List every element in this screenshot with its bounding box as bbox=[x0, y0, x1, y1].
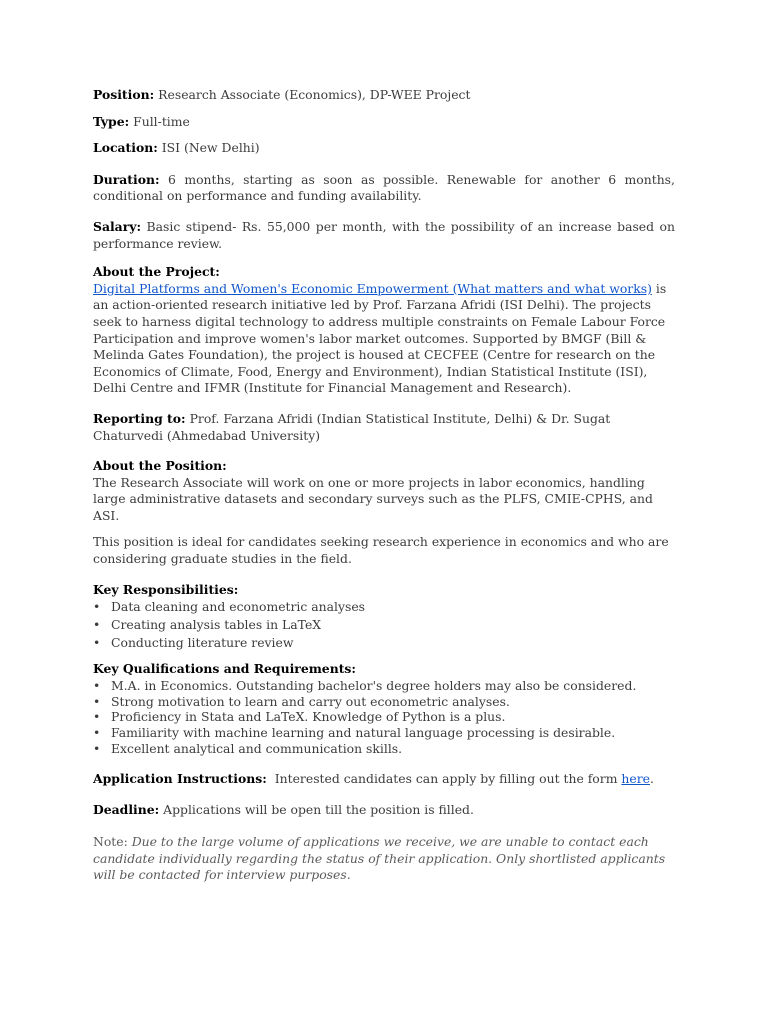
reporting-line bbox=[93, 411, 675, 444]
position-label: Position: bbox=[93, 87, 155, 102]
position-line bbox=[93, 87, 675, 104]
about-position-body2: This position is ideal for candidates seeking research experience in economics and who are considering graduate studies in the field. bbox=[93, 534, 669, 567]
list-item: • Data cleaning and econometric analyses bbox=[93, 598, 675, 616]
about-project-text: is an action-oriented research initiative led by Prof. Farzana Afridi (ISI Delhi). The projects seek to harness digital technology to address multiple constraints on Female Labour Force Participation and improve women's labor market outcomes. Supported by BMGF (Bill & Melinda Gates Foundation), the project is housed at CECFEE (Centre for research on the Economics of Climate, Food, Energy and Environment), Indian Statistical Institute (ISI), Delhi Centre and IFMR (Institute for Financial Management and Research). bbox=[93, 280, 667, 396]
note-label: Note: bbox=[93, 834, 132, 850]
project-link[interactable]: Digital Platforms and Women's Economic Empowerment (What matters and what works) bbox=[93, 280, 652, 296]
location-line bbox=[93, 140, 675, 157]
salary-line bbox=[93, 219, 675, 252]
deadline-label: Deadline: bbox=[93, 802, 160, 818]
salary-label: Salary: bbox=[93, 218, 142, 234]
about-project-body bbox=[93, 281, 675, 397]
list-item: • Proficiency in Stata and LaTeX. Knowledge of Python is a plus. bbox=[93, 709, 675, 725]
about-position-heading: About the Position: bbox=[93, 458, 227, 474]
duration-value: 6 months, starting as soon as possible. Renewable for another 6 months, conditional on performance and funding availability. bbox=[93, 171, 675, 204]
application-label: Application Instructions: bbox=[93, 770, 267, 786]
reporting-label: Reporting to: bbox=[93, 410, 186, 426]
application-end: . bbox=[649, 770, 654, 786]
qualifications-heading: Key Qualifications and Requirements: bbox=[93, 661, 356, 677]
deadline-value: Applications will be open till the position is filled. bbox=[163, 802, 474, 818]
application-line bbox=[93, 771, 675, 788]
about-project-heading: About the Project: bbox=[93, 264, 220, 280]
responsibilities-list bbox=[93, 598, 675, 652]
type-line bbox=[93, 114, 675, 131]
list-item: • Excellent analytical and communication skills. bbox=[93, 741, 675, 757]
qualifications-list bbox=[93, 678, 675, 757]
about-position-section bbox=[93, 458, 675, 568]
responsibilities-heading: Key Responsibilities: bbox=[93, 581, 239, 597]
location-label: Location: bbox=[93, 140, 158, 156]
note-text: Due to the large volume of applications we receive, we are unable to contact each candidate individually regarding the status of their application. Only shortlisted applicants will be contacted for interview purposes. bbox=[93, 834, 666, 883]
reporting-value: Prof. Farzana Afridi (Indian Statistical Institute, Delhi) & Dr. Sugat Chaturvedi (Ahmedabad University) bbox=[93, 410, 611, 443]
qualifications-section bbox=[93, 661, 675, 757]
list-item: • M.A. in Economics. Outstanding bachelor's degree holders may also be considered. bbox=[93, 678, 675, 694]
application-value: Interested candidates can apply by filling out the form bbox=[274, 770, 622, 786]
list-item: • Creating analysis tables in LaTeX bbox=[93, 616, 675, 634]
position-value: Research Associate (Economics), DP-WEE Project bbox=[158, 87, 471, 102]
deadline-line bbox=[93, 802, 675, 819]
duration-label: Duration: bbox=[93, 171, 160, 187]
type-label: Type: bbox=[93, 113, 130, 129]
apply-here-link[interactable]: here bbox=[621, 770, 650, 786]
type-value: Full-time bbox=[133, 113, 190, 129]
location-value: ISI (New Delhi) bbox=[161, 140, 260, 156]
responsibilities-section bbox=[93, 582, 675, 653]
list-item: • Familiarity with machine learning and natural language processing is desirable. bbox=[93, 725, 675, 741]
about-position-body1: The Research Associate will work on one or more projects in labor economics, handling large administrative datasets and secondary surveys such as the PLFS, CMIE-CPHS, and ASI. bbox=[93, 474, 653, 523]
list-item: • Conducting literature review bbox=[93, 634, 675, 652]
duration-line bbox=[93, 172, 675, 205]
note-line bbox=[93, 834, 675, 884]
about-project-section bbox=[93, 264, 675, 397]
salary-value: Basic stipend- Rs. 55,000 per month, with the possibility of an increase based on performance review. bbox=[93, 218, 675, 251]
job-posting bbox=[93, 87, 675, 884]
list-item: • Strong motivation to learn and carry out econometric analyses. bbox=[93, 694, 675, 710]
